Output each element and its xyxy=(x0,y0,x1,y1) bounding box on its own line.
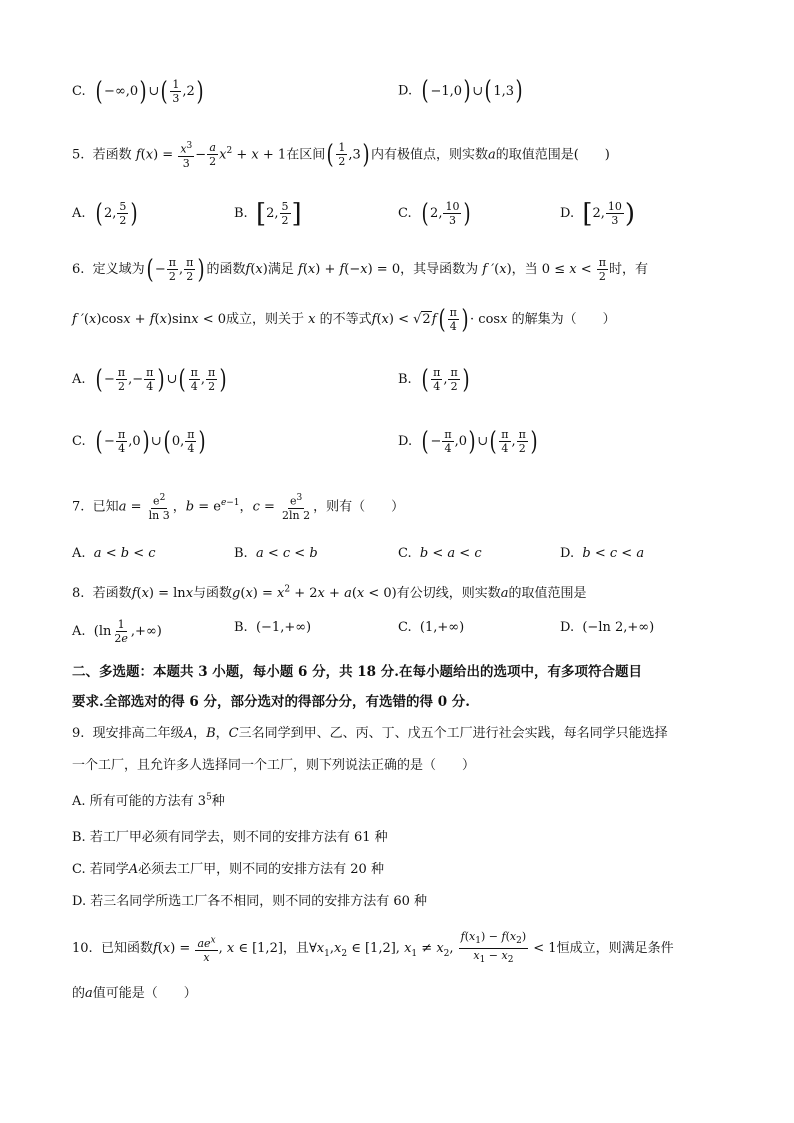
q5-option-c: C. ( 2, $\frac{10}{3}$ ) xyxy=(398,198,472,229)
q9-option-d xyxy=(0,890,794,930)
question-number: 9. xyxy=(72,726,85,741)
q5-text: 的取值范围是( ) xyxy=(495,147,610,163)
q6-text: 成立，则关于 xyxy=(226,312,305,327)
q4-options-row xyxy=(0,72,794,112)
option-label: D. xyxy=(560,206,575,221)
q8-option-a: A. (ln $\frac{1}{2e}$ ,+∞) xyxy=(72,618,162,645)
q9-option-a-text: A. 所有可能的方法有 xyxy=(72,794,194,809)
section-header-line1: 二、多选题：本题共 3 小题，每小题 6 分，共 18 分.在每小题给出的选项中，有多项符合题目 xyxy=(72,664,642,680)
q5-option-d: D. [2, $\frac{10}{3}$ ) xyxy=(560,198,636,229)
q10-text: 的 xyxy=(72,986,86,1001)
q6-options-row2 xyxy=(0,424,794,464)
question-number: 5. xyxy=(72,147,85,163)
question-number: 8. xyxy=(72,586,85,601)
option-label: C. xyxy=(72,84,86,99)
option-label: C. xyxy=(72,434,86,449)
q6-options-row1 xyxy=(0,362,794,402)
q7-option-b: B. a < c < b xyxy=(234,546,318,561)
q5-stem: 5. 若函数 f(x) = $\frac{x^3}{3}$ − $\frac{a}{2}$ $x^2 + x + 1$在区间( $\frac{1}{2}$ ,3) 内有极值点，则实数a的取值范围是( ) xyxy=(72,139,610,170)
q7-text: ，则有（ ） xyxy=(313,499,405,515)
q9-option-d-text: D. 若三名同学所选工厂各不相同，则不同的安排方法有 60 种 xyxy=(72,894,428,909)
q5-text: 若函数 xyxy=(92,147,132,163)
option-label: B. xyxy=(234,620,248,635)
q6-text: 的函数 xyxy=(206,262,246,277)
option-label: B. xyxy=(398,372,412,387)
q6-text: 时，有 xyxy=(608,262,648,277)
q8-option-d: D. (−ln 2,+∞) xyxy=(560,620,655,635)
q7-stem: 7. 已知a = $\frac{e^2}{\ln 3}$ ，$b = e^{e-1}$，c = $\frac{e^3}{2\ln 2}$ ，则有（ ） xyxy=(72,493,405,522)
q9-option-a: A. 所有可能的方法有 $3^5$种 xyxy=(72,792,225,809)
q9-text: 三名同学到甲、乙、丙、丁、戊五个工厂进行社会实践，每名同学只能选择 xyxy=(238,726,668,741)
q9-stem-line2 xyxy=(0,754,794,794)
q8-option-c: C. (1,+∞) xyxy=(398,620,465,635)
q10-text: ，且 xyxy=(282,941,309,957)
option-label: C. xyxy=(398,206,412,221)
q8-option-b: B. (−1,+∞) xyxy=(234,620,312,635)
q7-option-a: A. a < b < c xyxy=(72,546,156,561)
q6-option-d: D. ( − $\frac{\pi}{4}$ ,0) ∪( $\frac{\pi}{4}$ , $\frac{\pi}{2}$ ) xyxy=(398,426,538,457)
q9-text: 现安排高二年级 xyxy=(92,726,184,741)
q6-stem-line2: f ′(x)cosx + f(x)sinx < 0成立，则关于 x 的不等式f(x) < √2f( $\frac{\pi}{4}$ ) · cosx 的解集为（ ） xyxy=(72,304,616,335)
q6-text: 的不等式 xyxy=(319,312,372,327)
q10-text: 值可能是（ ） xyxy=(92,986,197,1001)
q6-option-b: B. ( $\frac{\pi}{4}$ , $\frac{\pi}{2}$ ) xyxy=(398,364,470,395)
option-label: A. xyxy=(72,206,86,221)
q7-option-c: C. b < a < c xyxy=(398,546,482,561)
q8-text: 若函数 xyxy=(92,586,132,601)
q4-option-c: C. ( −∞,0) ∪( $\frac{1}{3}$ ,2) xyxy=(72,76,204,107)
q10-stem-line2: 的a值可能是（ ） xyxy=(72,986,197,1001)
q8-options-row xyxy=(0,614,794,654)
q8-text: 与函数 xyxy=(193,586,233,601)
q10-text: 恒成立，则满足条件 xyxy=(556,941,674,957)
option-label: B. xyxy=(234,546,248,561)
q9-option-b-text: B. 若工厂甲必须有同学去，则不同的安排方法有 61 种 xyxy=(72,830,388,845)
q6-text: ，其导函数为 xyxy=(400,262,479,277)
option-label: D. xyxy=(560,620,575,635)
q5-text: 内有极值点，则实数 xyxy=(370,147,488,163)
q6-text: 满足 xyxy=(267,262,294,277)
q10-stem-line1: 10. 已知函数f(x) = $\frac{ae^x}{x}$ , x ∈ [1,2]，且$\forall x_1,x_2$ ∈ [1,2], $x_1 \ne x_2$, $\frac{f(x_1) - f(x_2)}{x_1 - x_2}$ < 1恒成立，则满足条件 xyxy=(72,930,674,966)
q8-text: 的取值范围是 xyxy=(508,586,587,601)
q5-option-b: B. [2, $\frac{5}{2}$ ] xyxy=(234,198,302,229)
q4-option-d: D. ( −1,0) ∪( 1,3) xyxy=(398,76,523,106)
q6-text: 定义域为 xyxy=(92,262,145,277)
q6-text: 的解集为（ ） xyxy=(511,312,616,327)
q9-option-a-tail: 种 xyxy=(211,794,225,809)
section-header-line2: 要求.全部选对的得 6 分，部分选对的得部分分，有选错的得 0 分. xyxy=(72,694,470,710)
q9-stem-line1: 9. 现安排高二年级A，B，C三名同学到甲、乙、丙、丁、戊五个工厂进行社会实践，每名同学只能选择 xyxy=(72,726,668,741)
option-label: A. xyxy=(72,372,86,387)
q10-text: 已知函数 xyxy=(100,941,153,957)
q7-option-d: D. b < c < a xyxy=(560,546,645,561)
q8-stem: 8. 若函数f(x) = lnx与函数$g(x) = x^2 + 2x + a(x < 0)$有公切线，则实数a的取值范围是 xyxy=(72,584,587,601)
q6-stem-line1: 6. 定义域为( − $\frac{\pi}{2}$ , $\frac{\pi}{2}$ ) 的函数f(x)满足 f(x) + f(−x) = 0，其导函数为 f ′(x)，当 0 ≤ x < $\frac{\pi}{2}$ 时，有 xyxy=(72,254,648,285)
option-label: C. xyxy=(398,546,412,561)
q7-options-row xyxy=(0,542,794,582)
option-label: D. xyxy=(560,546,575,561)
question-number: 10. xyxy=(72,941,93,957)
option-label: D. xyxy=(398,434,413,449)
q9-text: 一个工厂，且允许多人选择同一个工厂，则下列说法正确的是（ ） xyxy=(72,758,476,773)
q5-option-a: A. ( 2, $\frac{5}{2}$ ) xyxy=(72,198,138,229)
option-label: C. xyxy=(398,620,412,635)
q5-text: 在区间 xyxy=(286,147,326,163)
option-label: A. xyxy=(72,546,86,561)
q8-text: 有公切线，则实数 xyxy=(396,586,501,601)
q9-option-c: C. 若同学A必须去工厂甲，则不同的安排方法有 20 种 xyxy=(72,862,384,877)
option-label: A. xyxy=(72,624,86,639)
q6-option-a: A. ( − $\frac{\pi}{2}$ ,− $\frac{\pi}{4}$ ) ∪( $\frac{\pi}{4}$ , $\frac{\pi}{2}$ ) xyxy=(72,364,227,395)
q6-text: ，当 xyxy=(511,262,538,277)
q6-option-c: C. ( − $\frac{\pi}{4}$ ,0) ∪( 0, $\frac{\pi}{4}$ ) xyxy=(72,426,207,457)
question-number: 7. xyxy=(72,499,85,515)
option-label: B. xyxy=(234,206,248,221)
q9-option-c-text: C. 若同学 xyxy=(72,862,129,877)
question-number: 6. xyxy=(72,262,85,277)
option-label: D. xyxy=(398,83,413,99)
q5-options-row xyxy=(0,196,794,236)
q7-text: 已知 xyxy=(92,499,119,515)
q9-option-c-text: 必须去工厂甲，则不同的安排方法有 20 种 xyxy=(138,862,384,877)
